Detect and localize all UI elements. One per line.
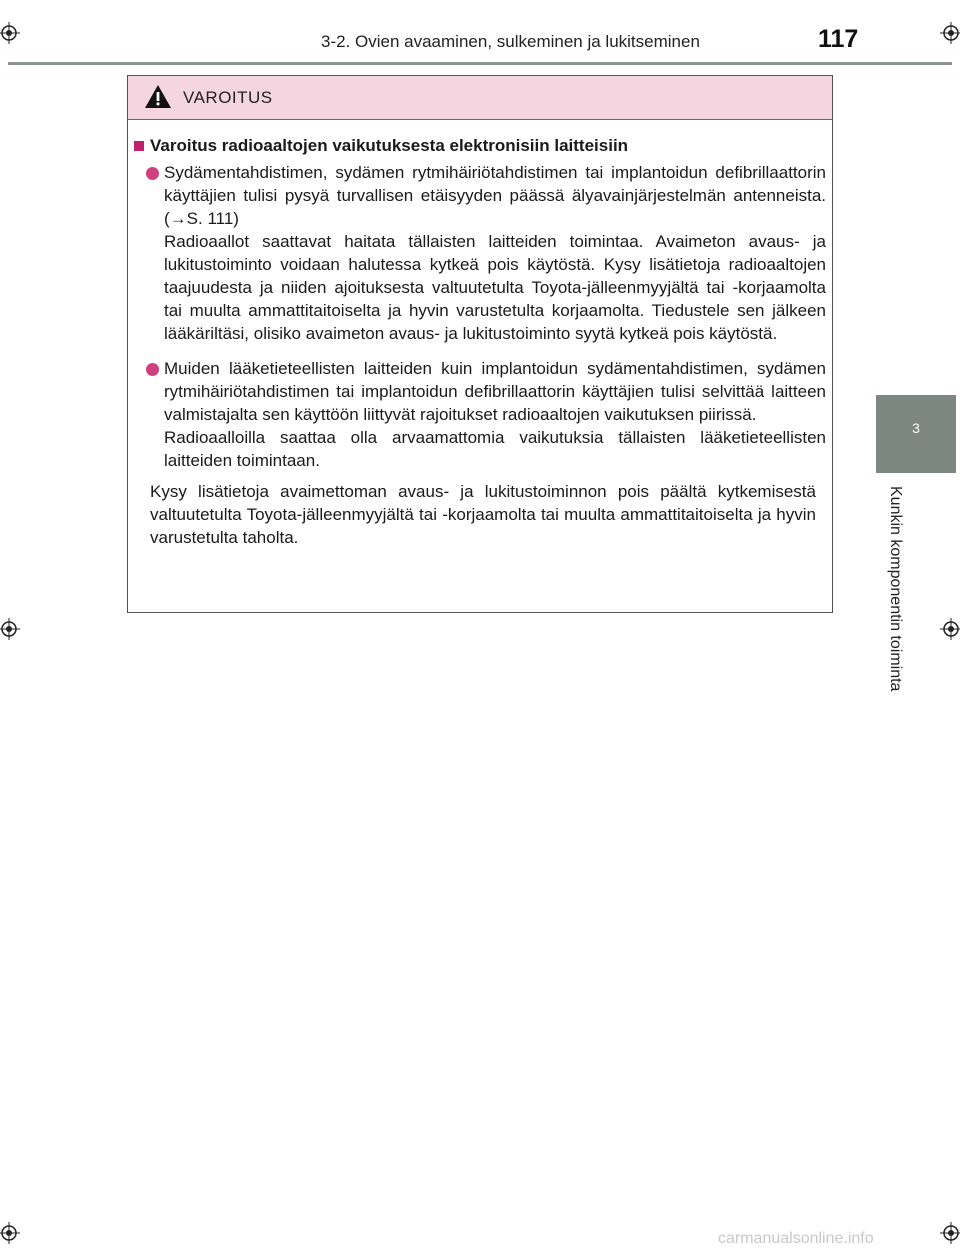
registration-mark-icon: [940, 22, 960, 44]
list-item: [134, 357, 826, 472]
header-divider: [8, 62, 952, 65]
round-bullet-icon: [146, 363, 159, 376]
section-heading-text: Varoitus radioaaltojen vaikutuksesta elektronisiin laitteisiin: [150, 136, 629, 155]
registration-mark-icon: [0, 1222, 20, 1244]
registration-mark-icon: [940, 618, 960, 640]
chapter-tab: [876, 395, 956, 473]
warning-body: [128, 120, 832, 549]
section-heading: [134, 134, 826, 157]
list-item-text: Sydämentahdistimen, sydämen rytmihäiriötahdistimen tai implantoidun defibrillaattorin käyttäjien tulisi pysyä turvallisen etäisyyden päässä älyavainjärjestelmän antenneista. (→S. 111): [164, 163, 826, 228]
registration-mark-icon: [0, 22, 20, 44]
warning-triangle-icon: [145, 85, 171, 108]
page-number: 117: [818, 25, 859, 53]
chapter-number: 3: [912, 420, 920, 436]
warning-label: VAROITUS: [183, 88, 273, 107]
registration-mark-icon: [0, 618, 20, 640]
round-bullet-icon: [146, 167, 159, 180]
watermark-text: carmanualsonline.info: [718, 1230, 874, 1247]
square-bullet-icon: [134, 141, 144, 151]
warning-header: [128, 76, 832, 120]
warning-box: [127, 75, 833, 613]
list-item-text: Muiden lääketieteellisten laitteiden kuin implantoidun sydämentahdistimen, sydämen rytmihäiriötahdistimen tai implantoidun defibrillaattorin käyttäjien tulisi selvittää laitteen valmistajalta sen käyttöön liittyvät rajoitukset radioaaltojen vaikutuksen piirissä.: [164, 359, 826, 424]
list-item: [134, 161, 826, 345]
chapter-title-vertical: Kunkin komponentin toiminta: [887, 486, 904, 692]
section-header-title: 3-2. Ovien avaaminen, sulkeminen ja lukitseminen: [321, 32, 700, 51]
list-item-text: Radioaalloilla saattaa olla arvaamattomia vaikutuksia tällaisten lääketieteellisten laitteiden toimintaan.: [164, 428, 826, 470]
registration-mark-icon: [940, 1222, 960, 1244]
list-item-text: Radioaallot saattavat haitata tällaisten laitteiden toimintaa. Avaimeton avaus- ja lukitustoiminto voidaan halutessa kytkeä pois käytöstä. Kysy lisätietoja radioaaltojen taajuudesta ja niiden ajoituksesta valtuutetulta Toyota-jälleenmyyjältä tai -korjaamolta tai muulta ammattitaitoiselta ja hyvin varustetulta korjaamolta. Tiedustele sen jälkeen lääkäriltäsi, olisiko avaimeton avaus- ja lukitustoiminto syytä kytkeä pois käytöstä.: [164, 232, 826, 343]
closing-paragraph: Kysy lisätietoja avaimettoman avaus- ja lukitustoiminnon pois päältä kytkemisestä valtuutetulta Toyota-jälleenmyyjältä tai -korjaamolta tai muulta ammattitaitoiselta ja hyvin varustetulta taholta.: [150, 482, 816, 547]
